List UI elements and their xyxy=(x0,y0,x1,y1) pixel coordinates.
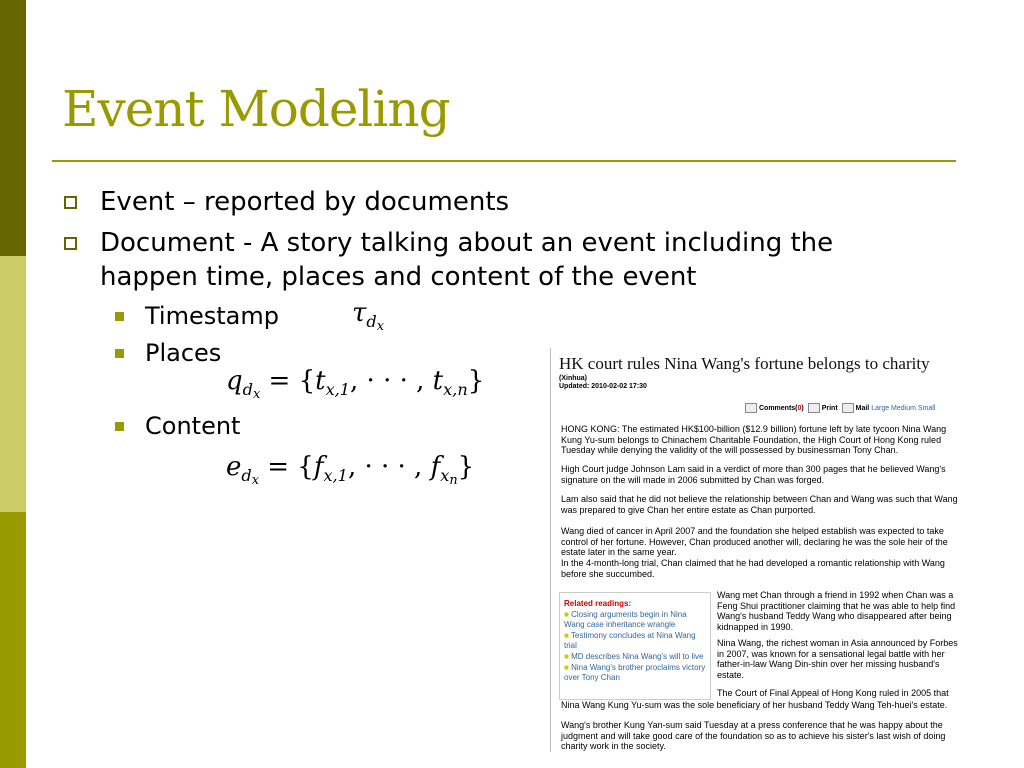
article-paragraph: Wang died of cancer in April 2007 and the foundation she helped establish was expected to take control of her fortune. However, Chan produced another will, declaring he was the sole heir of the estate later in the same year. xyxy=(561,526,948,557)
article-paragraph: Lam also said that he did not believe the relationship between Chan and Wang was such that Wang was prepared to give Chan her entire estate as Chan purported. xyxy=(561,494,958,515)
related-heading: Related readings: xyxy=(564,599,632,608)
article-paragraph: Nina Wang Kung Yu-sum was the sole beneficiary of her husband Teddy Wang Teh-huei's estate. xyxy=(561,700,948,710)
bullet-square-icon xyxy=(64,237,77,250)
sidebar-block-mid xyxy=(0,512,26,768)
article-paragraph: HONG KONG: The estimated HK$100-billion ($12.9 billion) fortune left by late tycoon Nina Wang Kung Yu-sum belongs to Chinachem Charitable Foundation, the High Court of Hong Kong ruled Tuesday while denying the validity of the will possessed by businessman Tony Chan. xyxy=(561,424,947,455)
article-headline: HK court rules Nina Wang's fortune belongs to charity xyxy=(559,354,930,373)
article-updated: Updated: 2010-02-02 17:30 xyxy=(559,383,647,390)
bullet-document xyxy=(100,226,833,260)
sub-bullet-timestamp xyxy=(145,301,279,331)
slide-title: Event Modeling xyxy=(62,80,450,138)
article-side-paragraph: The Court of Final Appeal of Hong Kong ruled in 2005 that xyxy=(717,688,949,698)
slide-sidebar xyxy=(0,0,26,768)
formula-places: $q_{d_x} = \{t_{x,1}$, · · · , $t_{x,n}$} xyxy=(226,366,485,402)
article-paragraph: In the 4-month-long trial, Chan claimed that he had developed a romantic relationship with Wang before she succumbed. xyxy=(561,558,945,579)
sub-bullet-icon xyxy=(115,312,124,321)
article-toolbar xyxy=(743,403,935,413)
sub-bullet-content xyxy=(145,411,240,441)
sidebar-block-dark xyxy=(0,0,26,256)
print-link[interactable]: Print xyxy=(821,404,838,412)
bullet-document-cont xyxy=(100,260,697,294)
sub-bullet-text: Content xyxy=(145,412,241,440)
bullet-text: happen time, places and content of the event xyxy=(100,262,697,292)
sub-bullet-places xyxy=(145,338,221,368)
related-link[interactable]: ■ Nina Wang's brother proclaims victory over Tony Chan xyxy=(564,663,706,682)
formula-content: $e_{d_x} = \{f_{x,1}$, · · · , $f_{x_n}$} xyxy=(226,452,475,488)
mail-icon xyxy=(842,403,854,413)
article-source: (Xinhua) xyxy=(559,375,587,382)
sub-bullet-icon xyxy=(115,422,124,431)
bullet-event xyxy=(100,185,509,219)
print-icon xyxy=(808,403,820,413)
sub-bullet-text: Timestamp xyxy=(145,302,279,330)
sub-bullet-text: Places xyxy=(145,339,222,367)
sub-bullet-icon xyxy=(115,349,124,358)
mail-link[interactable]: Mail xyxy=(855,404,870,412)
comments-icon xyxy=(745,403,757,413)
formula-timestamp: $\tau_{d_x}$ xyxy=(352,298,384,334)
article-side-paragraph: Wang met Chan through a friend in 1992 when Chan was a Feng Shui practitioner claiming that he was able to help find Wang's husband Teddy Wang who disappeared after being kidnapped in 1990. xyxy=(717,590,956,632)
article-side-paragraph: Nina Wang, the richest woman in Asia announced by Forbes in 2007, was known for a sensational legal battle with her father-in-law Wang Din-shin over her missing husband's estate. xyxy=(717,638,958,680)
related-link[interactable]: ■ MD describes Nina Wang's will to live xyxy=(564,652,704,661)
article-paragraph: High Court judge Johnson Lam said in a verdict of more than 300 pages that he believed Wang's signature on the will made in 2006 submitted by Chan was forged. xyxy=(561,464,946,485)
related-link[interactable]: ■ Testimony concludes at Nina Wang trial xyxy=(564,631,696,650)
related-link[interactable]: ■ Closing arguments begin in Nina Wang case inheritance wrangle xyxy=(564,610,687,629)
title-divider xyxy=(52,160,956,162)
comments-link[interactable]: Comments(0) xyxy=(759,404,804,412)
font-size-links[interactable]: Large Medium Small xyxy=(871,404,936,412)
related-readings-box xyxy=(559,592,711,700)
news-article-screenshot xyxy=(550,348,975,752)
article-paragraph: Wang's brother Kung Yan-sum said Tuesday at a press conference that he was happy about the judgment and will take good care of the foundation so as to achieve his sister's last wish of doing charity work in the society. xyxy=(561,720,946,751)
sidebar-block-light xyxy=(0,256,26,512)
bullet-text: Document - A story talking about an event including the xyxy=(100,228,834,258)
bullet-text: Event – reported by documents xyxy=(100,187,510,217)
bullet-square-icon xyxy=(64,196,77,209)
